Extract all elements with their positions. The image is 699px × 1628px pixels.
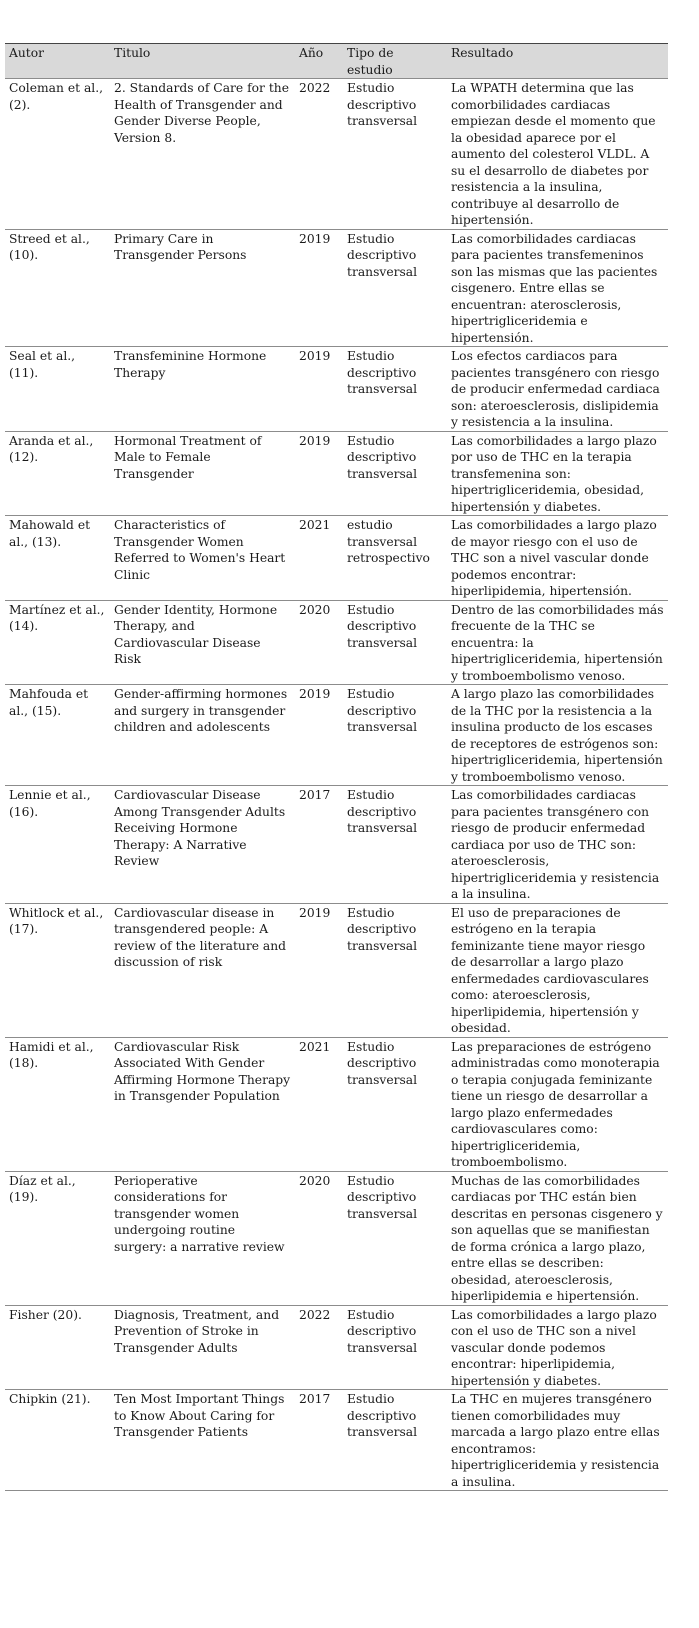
cell-tipo-estudio: Estudio descriptivo transversal bbox=[347, 1392, 418, 1439]
cell-anio: 2022 bbox=[299, 81, 331, 95]
cell-tipo-estudio: Estudio descriptivo transversal bbox=[347, 602, 418, 650]
cell-autor: Lennie et al., (16). bbox=[9, 788, 91, 819]
cell-autor: Chipkin (21). bbox=[9, 1392, 91, 1406]
cell-titulo: Characteristics of Transgender Women Referred to Women's Heart Clinic bbox=[114, 518, 286, 582]
table-row bbox=[5, 1171, 668, 1305]
cell-resultado: Las comorbilidades cardiacas para pacientes transfemeninos son las mismas que las pacientes cisgenero. Entre ellas se encuentran: aterosclerosis, hipertrigliceridemia e hipertensión. bbox=[451, 231, 658, 345]
cell-tipo-estudio: Estudio descriptivo transversal bbox=[347, 81, 418, 128]
cell-anio: 2019 bbox=[299, 231, 331, 246]
cell-resultado: Las preparaciones de estrógeno administradas como monoterapia o terapia conjugada feminizante tiene un riesgo de desarrollar a largo plazo enfermedades cardiovasculares como: hipertrigliceridemia, tromboembolismo. bbox=[451, 1039, 660, 1169]
cell-resultado: Dentro de las comorbilidades más frecuente de la THC se encuentra: la hipertrigliceridemia, hipertensión y tromboembolismo venoso. bbox=[451, 602, 664, 683]
cell-tipo-estudio: Estudio descriptivo transversal bbox=[347, 231, 418, 279]
cell-resultado: Muchas de las comorbilidades cardiacas por THC están bien descritas en personas cisgenero y son aquellas que se manifiestan de forma crónica a largo plazo, entre ellas se describen: obesidad, ateroesclerosis, hiperlipidemia e hipertensión. bbox=[451, 1173, 663, 1303]
table-header bbox=[5, 44, 668, 79]
cell-autor: Fisher (20). bbox=[9, 1307, 82, 1322]
cell-anio: 2021 bbox=[299, 1039, 331, 1054]
cell-anio: 2017 bbox=[299, 1392, 331, 1406]
table-row bbox=[5, 347, 668, 432]
cell-resultado: Las comorbilidades a largo plazo con el uso de THC son a nivel vascular donde podemos encontrar: hiperlipidemia, hipertensión y diabetes. bbox=[451, 1307, 657, 1388]
cell-tipo-estudio: Estudio descriptivo transversal bbox=[347, 349, 418, 396]
cell-anio: 2022 bbox=[299, 1307, 331, 1322]
table-row bbox=[5, 903, 668, 1037]
header-anio: Año bbox=[299, 46, 324, 60]
table-row bbox=[5, 229, 668, 347]
cell-autor: Mahowald et al., (13). bbox=[9, 518, 91, 549]
cell-tipo-estudio: Estudio descriptivo transversal bbox=[347, 1307, 418, 1355]
table-row bbox=[5, 1390, 668, 1491]
table-row bbox=[5, 516, 668, 601]
cell-titulo: Gender Identity, Hormone Therapy, and Cardiovascular Disease Risk bbox=[114, 602, 278, 666]
cell-titulo: Primary Care in Transgender Persons bbox=[114, 231, 247, 262]
cell-autor: Seal et al., (11). bbox=[9, 349, 76, 380]
cell-titulo: Transfeminine Hormone Therapy bbox=[114, 349, 267, 380]
cell-resultado: Los efectos cardiacos para pacientes transgénero con riesgo de producir enfermedad cardiaca son: ateroesclerosis, dislipidemia y resistencia a la insulina. bbox=[451, 349, 660, 429]
cell-anio: 2020 bbox=[299, 602, 331, 617]
cell-anio: 2019 bbox=[299, 349, 331, 363]
table-row bbox=[5, 1305, 668, 1390]
table-row bbox=[5, 685, 668, 786]
header-autor: Autor bbox=[9, 46, 45, 60]
cell-autor: Martínez et al., (14). bbox=[9, 602, 105, 633]
cell-titulo: Gender-affirming hormones and surgery in transgender children and adolescents bbox=[114, 687, 288, 734]
cell-anio: 2019 bbox=[299, 687, 331, 701]
cell-resultado: A largo plazo las comorbilidades de la THC por la resistencia a la insulina producto de los escases de receptores de estrógenos son: hipertrigliceridemia, hipertensión y tromboembolismo venoso. bbox=[451, 687, 663, 784]
cell-autor: Hamidi et al., (18). bbox=[9, 1039, 94, 1070]
cell-titulo: Diagnosis, Treatment, and Prevention of Stroke in Transgender Adults bbox=[114, 1307, 280, 1355]
table-row bbox=[5, 431, 668, 516]
header-row bbox=[5, 44, 668, 79]
cell-titulo: Ten Most Important Things to Know About Caring for Transgender Patients bbox=[114, 1392, 285, 1439]
header-tipo-estudio: Tipo de estudio bbox=[347, 46, 394, 77]
cell-tipo-estudio: Estudio descriptivo transversal bbox=[347, 788, 418, 835]
cell-autor: Streed et al., (10). bbox=[9, 231, 90, 262]
cell-autor: Aranda et al., (12). bbox=[9, 433, 94, 464]
cell-titulo: Cardiovascular Risk Associated With Gender Affirming Hormone Therapy in Transgender Population bbox=[114, 1039, 291, 1103]
cell-autor: Mahfouda et al., (15). bbox=[9, 687, 89, 718]
cell-resultado: La WPATH determina que las comorbilidades cardiacas empiezan desde el momento que la obesidad aparece por el aumento del colesterol VLDL. A su el desarrollo de diabetes por resistencia a la insulina, contribuye al desarrollo de hipertensión. bbox=[451, 81, 656, 227]
cell-tipo-estudio: Estudio descriptivo transversal bbox=[347, 905, 418, 953]
cell-anio: 2020 bbox=[299, 1173, 331, 1188]
cell-anio: 2019 bbox=[299, 433, 331, 448]
cell-resultado: Las comorbilidades a largo plazo por uso de THC en la terapia transfemenina son: hipertrigliceridemia, obesidad, hipertensión y diabetes. bbox=[451, 433, 657, 514]
cell-tipo-estudio: Estudio descriptivo transversal bbox=[347, 687, 418, 734]
cell-tipo-estudio: estudio transversal retrospectivo bbox=[347, 518, 430, 565]
cell-tipo-estudio: Estudio descriptivo transversal bbox=[347, 1173, 418, 1221]
cell-tipo-estudio: Estudio descriptivo transversal bbox=[347, 1039, 418, 1087]
cell-titulo: Hormonal Treatment of Male to Female Transgender bbox=[114, 433, 262, 481]
cell-titulo: Cardiovascular Disease Among Transgender Adults Receiving Hormone Therapy: A Narrative Review bbox=[114, 788, 286, 868]
cell-tipo-estudio: Estudio descriptivo transversal bbox=[347, 433, 418, 481]
table-row bbox=[5, 786, 668, 904]
cell-autor: Coleman et al., (2). bbox=[9, 81, 104, 112]
cell-resultado: Las comorbilidades cardiacas para pacientes transgénero con riesgo de producir enfermedad cardiaca por uso de THC son: ateroesclerosis, hipertrigliceridemia y resistencia a la insulina. bbox=[451, 788, 660, 901]
cell-resultado: La THC en mujeres transgénero tienen comorbilidades muy marcada a largo plazo entre ellas encontramos: hipertrigliceridemia y resistencia a insulina. bbox=[451, 1392, 660, 1489]
table-row bbox=[5, 600, 668, 685]
table-row bbox=[5, 1037, 668, 1171]
cell-anio: 2017 bbox=[299, 788, 331, 802]
header-resultado: Resultado bbox=[451, 46, 514, 60]
cell-anio: 2019 bbox=[299, 905, 331, 920]
cell-titulo: 2. Standards of Care for the Health of Transgender and Gender Diverse People, Version 8. bbox=[114, 81, 289, 145]
table-body bbox=[5, 79, 668, 1491]
cell-titulo: Cardiovascular disease in transgendered people: A review of the literature and discussion of risk bbox=[114, 905, 287, 969]
studies-table bbox=[5, 43, 668, 1491]
cell-autor: Díaz et al., (19). bbox=[9, 1173, 76, 1204]
cell-autor: Whitlock et al., (17). bbox=[9, 905, 104, 936]
cell-resultado: Las comorbilidades a largo plazo de mayor riesgo con el uso de THC son a nivel vascular donde podemos encontrar: hiperlipidemia, hipertensión. bbox=[451, 518, 657, 598]
cell-resultado: El uso de preparaciones de estrógeno en la terapia feminizante tiene mayor riesgo de desarrollar a largo plazo enfermedades cardiovasculares como: ateroesclerosis, hiperlipidemia, hipertensión y obesidad. bbox=[451, 905, 649, 1035]
header-titulo: Titulo bbox=[114, 46, 151, 60]
cell-anio: 2021 bbox=[299, 518, 331, 532]
cell-titulo: Perioperative considerations for transgender women undergoing routine surgery: a narrative review bbox=[114, 1173, 285, 1254]
table-row bbox=[5, 79, 668, 230]
